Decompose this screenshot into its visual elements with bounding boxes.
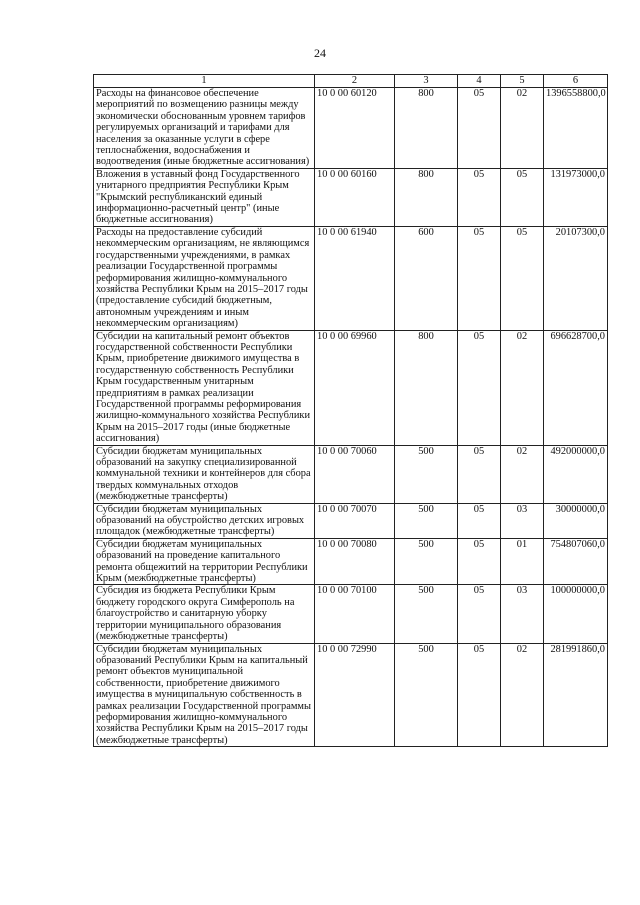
budget-table <box>93 74 608 747</box>
row-subsection: 02 <box>501 88 544 169</box>
row-target-code: 10 0 00 60120 <box>315 88 395 169</box>
table-row <box>94 226 608 330</box>
row-description: Расходы на финансовое обеспечение мероприятий по возмещению разницы между экономически обоснованным уровнем тарифов регулируемых организаций и тарифами для населения за оказанные услуги в сфере теплоснабжения, водоснабжения и водоотведения (иные бюджетные ассигнования) <box>94 88 315 169</box>
row-expense-type: 500 <box>395 503 458 538</box>
header-col-3: 3 <box>395 75 458 88</box>
row-amount: 20107300,0 <box>544 226 608 330</box>
header-col-4: 4 <box>458 75 501 88</box>
row-target-code: 10 0 00 61940 <box>315 226 395 330</box>
row-section: 05 <box>458 643 501 747</box>
header-col-1: 1 <box>94 75 315 88</box>
row-target-code: 10 0 00 70100 <box>315 585 395 643</box>
row-target-code: 10 0 00 69960 <box>315 330 395 445</box>
table-row <box>94 445 608 503</box>
row-subsection: 03 <box>501 585 544 643</box>
row-section: 05 <box>458 503 501 538</box>
row-description: Субсидии бюджетам муниципальных образований на закупку специализированной коммунальной техники и контейнеров для сбора твердых коммунальных отходов (межбюджетные трансферты) <box>94 445 315 503</box>
row-amount: 492000000,0 <box>544 445 608 503</box>
table-row <box>94 643 608 747</box>
row-amount: 131973000,0 <box>544 168 608 226</box>
row-expense-type: 500 <box>395 585 458 643</box>
row-description: Субсидии бюджетам муниципальных образований Республики Крым на капитальный ремонт объектов муниципальной собственности, приобретение движимого имущества в муниципальную собственность в рамках реализации Государственной программы реформирования жилищно-коммунального хозяйства Республики Крым на 2015–2017 годы (межбюджетные трансферты) <box>94 643 315 747</box>
row-description: Субсидии на капитальный ремонт объектов государственной собственности Республики Крым, приобретение движимого имущества в государственную собственность Республики Крым государственным унитарным предприятиям в рамках реализации Государственной программы реформирования жилищно-коммунального хозяйства Республики Крым на 2015–2017 годы (иные бюджетные ассигнования) <box>94 330 315 445</box>
row-expense-type: 500 <box>395 643 458 747</box>
row-description: Субсидии бюджетам муниципальных образований на обустройство детских игровых площадок (межбюджетные трансферты) <box>94 503 315 538</box>
row-section: 05 <box>458 226 501 330</box>
row-description: Расходы на предоставление субсидий некоммерческим организациям, не являющимся государственными учреждениями, в рамках реализации Государственной программы реформирования жилищно-коммунального хозяйства Республики Крым на 2015–2017 годы (предоставление субсидий бюджетным, автономным учреждениям и иным некоммерческим организациям) <box>94 226 315 330</box>
row-target-code: 10 0 00 72990 <box>315 643 395 747</box>
header-col-2: 2 <box>315 75 395 88</box>
table-row <box>94 538 608 585</box>
row-subsection: 05 <box>501 168 544 226</box>
row-amount: 696628700,0 <box>544 330 608 445</box>
row-expense-type: 600 <box>395 226 458 330</box>
table-row <box>94 168 608 226</box>
row-target-code: 10 0 00 60160 <box>315 168 395 226</box>
table-row <box>94 503 608 538</box>
row-expense-type: 800 <box>395 330 458 445</box>
row-expense-type: 500 <box>395 445 458 503</box>
row-section: 05 <box>458 330 501 445</box>
row-subsection: 02 <box>501 643 544 747</box>
table-row <box>94 330 608 445</box>
row-target-code: 10 0 00 70080 <box>315 538 395 585</box>
row-section: 05 <box>458 538 501 585</box>
row-target-code: 10 0 00 70060 <box>315 445 395 503</box>
row-section: 05 <box>458 168 501 226</box>
row-amount: 100000000,0 <box>544 585 608 643</box>
row-subsection: 03 <box>501 503 544 538</box>
table-row <box>94 88 608 169</box>
row-description: Субсидии бюджетам муниципальных образований на проведение капитального ремонта общежитий на территории Республики Крым (межбюджетные трансферты) <box>94 538 315 585</box>
row-subsection: 02 <box>501 330 544 445</box>
header-col-6: 6 <box>544 75 608 88</box>
page-number: 24 <box>314 46 326 60</box>
row-description: Вложения в уставный фонд Государственного унитарного предприятия Республики Крым "Крымский республиканский единый информационно-расчетный центр" (иные бюджетные ассигнования) <box>94 168 315 226</box>
row-subsection: 05 <box>501 226 544 330</box>
row-amount: 1396558800,0 <box>544 88 608 169</box>
row-expense-type: 800 <box>395 168 458 226</box>
row-section: 05 <box>458 445 501 503</box>
row-section: 05 <box>458 88 501 169</box>
row-target-code: 10 0 00 70070 <box>315 503 395 538</box>
row-amount: 754807060,0 <box>544 538 608 585</box>
row-amount: 281991860,0 <box>544 643 608 747</box>
row-section: 05 <box>458 585 501 643</box>
row-subsection: 01 <box>501 538 544 585</box>
row-expense-type: 500 <box>395 538 458 585</box>
row-expense-type: 800 <box>395 88 458 169</box>
row-subsection: 02 <box>501 445 544 503</box>
table-header-row <box>94 75 608 88</box>
header-col-5: 5 <box>501 75 544 88</box>
row-amount: 30000000,0 <box>544 503 608 538</box>
table-row <box>94 585 608 643</box>
row-description: Субсидия из бюджета Республики Крым бюджету городского округа Симферополь на благоустройство и санитарную уборку территории муниципального образования (межбюджетные трансферты) <box>94 585 315 643</box>
